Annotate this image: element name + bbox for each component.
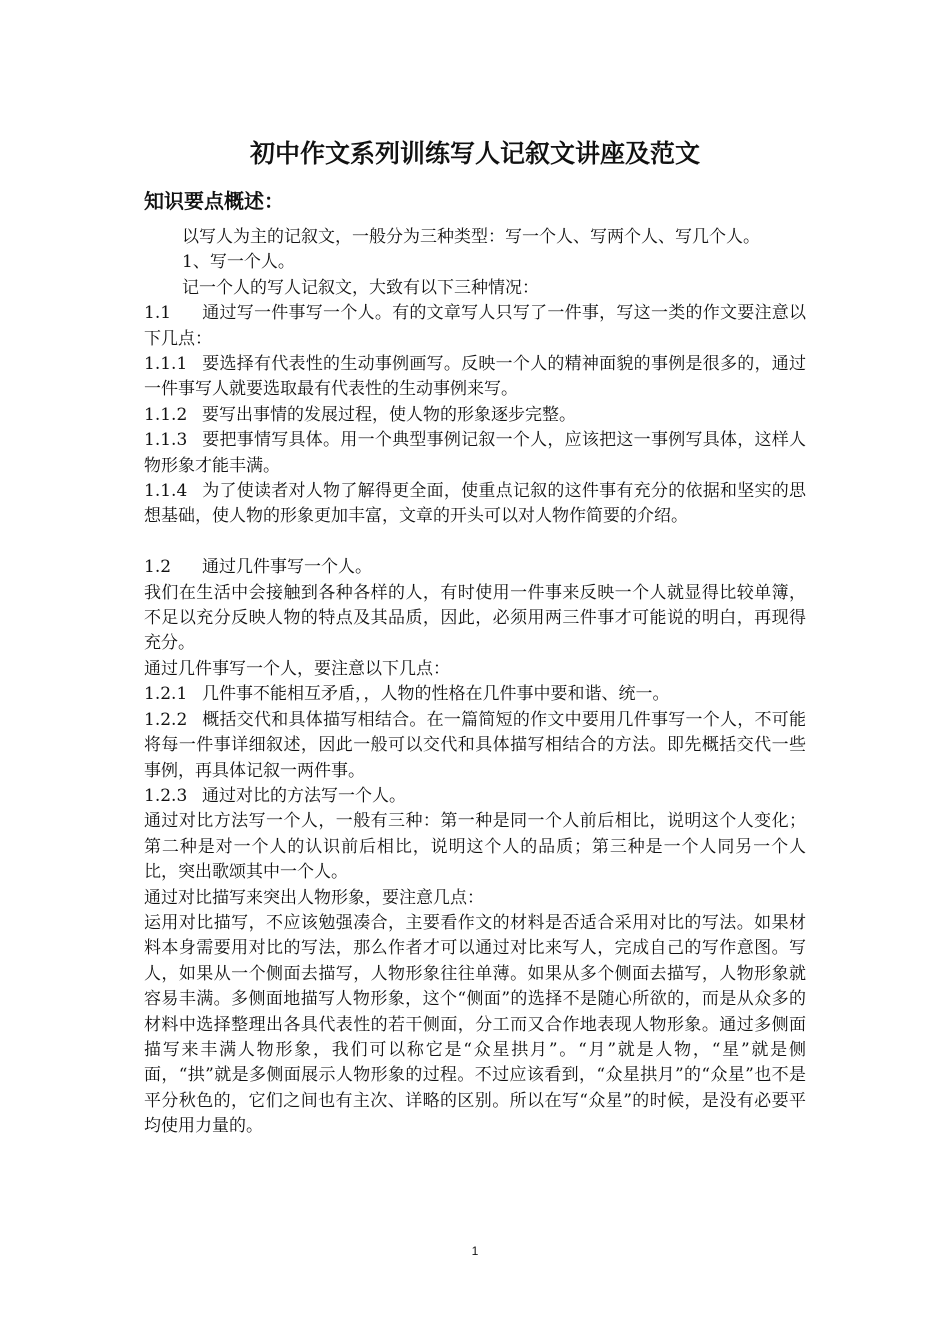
section-number: 1.2	[144, 557, 172, 578]
paragraph	[144, 581, 806, 657]
section-number: 1.1.1	[144, 354, 188, 375]
paragraph	[144, 657, 806, 682]
paragraph-text: 通过写一件事写一个人。有的文章写人只写了一件事，写这一类的作文要注意以下几点：	[144, 303, 806, 349]
paragraph-text: 运用对比描写，不应该勉强凑合，主要看作文的材料是否适合采用对比的写法。如果材料本身需要用对比的写法，那么作者才可以通过对比来写人，完成自己的写作意图。写人，如果从一个侧面去描写，人物形象往往单薄。如果从多个侧面去描写，人物形象就容易丰满。多侧面地描写人物形象，这个“侧面”的选择不是随心所欲的，而是从众多的材料中选择整理出各具代表性的若干侧面，分工而又合作地表现人物形象。通过多侧面描写来丰满人物形象，我们可以称它是“众星拱月”。“月”就是人物，“星”就是侧面，“拱”就是多侧面展示人物形象的过程。不过应该看到，“众星拱月”的“众星”也不是平分秋色的，它们之间也有主次、详略的区别。所以在写“众星”的时候，是没有必要平均使用力量的。	[144, 912, 806, 1137]
paragraph-text: 要选择有代表性的生动事例画写。反映一个人的精神面貌的事例是很多的，通过一件事写人就要选取最有代表性的生动事例来写。	[144, 354, 806, 400]
paragraph-text: 我们在生活中会接触到各种各样的人，有时使用一件事来反映一个人就显得比较单簿，不足以充分反映人物的特点及其品质，因此，必须用两三件事才可能说的明白，再现得充分。	[144, 582, 806, 654]
paragraph-text: 1、写一个人。	[182, 252, 295, 273]
paragraph-text: 为了使读者对人物了解得更全面，使重点记叙的这件事有充分的依据和坚实的思想基础，使人物的形象更加丰富，文章的开头可以对人物作简要的介绍。	[144, 481, 806, 527]
section-number: 1.2.1	[144, 684, 188, 705]
paragraph-text: 几件事不能相互矛盾，，人物的性格在几件事中要和谐、统一。	[202, 684, 670, 705]
paragraph	[144, 352, 806, 403]
section-heading: 知识要点概述：	[144, 189, 284, 213]
paragraph-text: 要把事情写具体。用一个典型事例记叙一个人，应该把这一事例写具体，这样人物形象才能丰满。	[144, 430, 806, 476]
paragraph	[144, 809, 806, 885]
paragraph	[144, 276, 806, 301]
paragraph-text: 通过对比方法写一个人，一般有三种：第一种是同一个人前后相比，说明这个人变化；第二种是对一个人的认识前后相比，说明这个人的品质；第三种是一个人同另一个人比，突出歌颂其中一个人。	[144, 811, 806, 883]
paragraph	[144, 555, 806, 580]
paragraph	[144, 250, 806, 275]
paragraph-text: 概括交代和具体描写相结合。在一篇简短的作文中要用几件事写一个人，不可能将每一件事详细叙述，因此一般可以交代和具体描写相结合的方法。即先概括交代一些事例，再具体记叙一两件事。	[144, 709, 806, 781]
page-title: 初中作文系列训练写人记叙文讲座及范文	[249, 139, 700, 168]
paragraph	[144, 479, 806, 530]
paragraph	[144, 225, 806, 250]
section-number: 1.1.2	[144, 404, 188, 425]
section-number: 1.1	[144, 303, 172, 324]
paragraph-text: 要写出事情的发展过程，使人物的形象逐步完整。	[202, 404, 576, 425]
paragraph	[144, 784, 806, 809]
paragraph-text: 记一个人的写人记叙文，大致有以下三种情况：	[182, 277, 539, 298]
paragraph-text: 通过几件事写一个人。	[202, 557, 372, 578]
blank-line	[144, 530, 806, 555]
paragraph	[144, 911, 806, 1140]
paragraph-text: 以写人为主的记叙文，一般分为三种类型：写一个人、写两个人、写几个人。	[182, 227, 760, 247]
section-number: 1.2.3	[144, 785, 188, 806]
document-body	[144, 225, 806, 1140]
page-number: 1	[471, 1244, 479, 1258]
paragraph	[144, 886, 806, 911]
paragraph	[144, 682, 806, 707]
paragraph-text: 通过几件事写一个人，要注意以下几点：	[144, 658, 450, 679]
section-number: 1.1.4	[144, 481, 188, 502]
paragraph	[144, 708, 806, 784]
section-number: 1.2.2	[144, 709, 188, 730]
paragraph	[144, 428, 806, 479]
section-number: 1.1.3	[144, 430, 188, 451]
paragraph	[144, 403, 806, 428]
paragraph-text: 通过对比描写来突出人物形象，要注意几点：	[144, 887, 484, 908]
paragraph-text: 通过对比的方法写一个人。	[202, 785, 406, 806]
paragraph	[144, 301, 806, 352]
